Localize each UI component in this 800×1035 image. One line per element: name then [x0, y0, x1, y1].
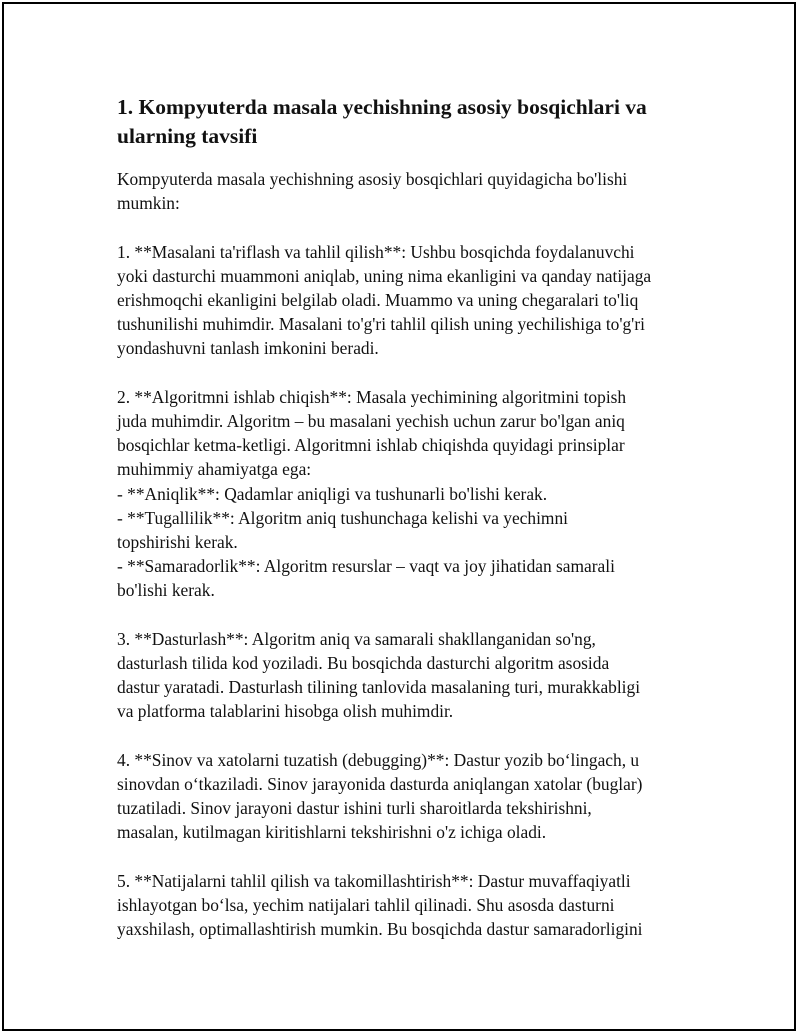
paragraph-gap	[117, 845, 687, 869]
paragraph-gap	[117, 361, 687, 385]
document-title: 1. Kompyuterda masala yechishning asosiy bosqichlari va ularning tavsifi	[117, 95, 647, 148]
document-body	[117, 93, 687, 941]
intro-paragraph: Kompyuterda masala yechishning asosiy bosqichlari quyidagicha bo'lishi mumkin:	[117, 169, 628, 214]
paragraph-gap	[117, 724, 687, 748]
step-5-paragraph: 5. **Natijalarni tahlil qilish va takomillashtirish**: Dastur muvaffaqiyatli ishlayotgan bo‘lsa, yechim natijalari tahlil qilinadi. Shu asosda dasturni yaxshilash, optimallashtirish mumkin. Bu bosqichda dastur samaradorligini	[117, 870, 643, 940]
paragraph-gap	[117, 603, 687, 627]
step-3-paragraph: 3. **Dasturlash**: Algoritm aniq va samarali shakllanganidan so'ng, dasturlash tilida kod yoziladi. Bu bosqichda dasturchi algoritm asosida dastur yaratadi. Dasturlash tilining tanlovida masalaning turi, murakkabligi va platforma talablarini hisobga olish muhimdir.	[117, 628, 641, 722]
step-2-paragraph: 2. **Algoritmni ishlab chiqish**: Masala yechimining algoritmini topish juda muhimdir. Algoritm – bu masalani yechish uchun zarur bo'lgan aniq bosqichlar ketma-ketligi. Algoritmni ishlab chiqishda quyidagi prinsiplar muhimmiy ahamiyatga ega: - **Aniqlik**: Qadamlar aniqligi va tushunarli bo'lishi kerak. - **Tugallilik**: Algoritm aniq tushunchaga kelishi va yechimni topshirishi kerak. - **Samaradorlik**: Algoritm resurslar – vaqt va joy jihatidan samarali bo'lishi kerak.	[117, 386, 627, 601]
step-4-paragraph: 4. **Sinov va xatolarni tuzatish (debugging)**: Dastur yozib bo‘lingach, u sinovdan o‘tkaziladi. Sinov jarayonida dasturda aniqlangan xatolar (buglar) tuzatiladi. Sinov jarayoni dastur ishini turli sharoitlarda tekshirishni, masalan, kutilmagan kiritishlarni tekshirishni o'z ichiga oladi.	[117, 749, 643, 843]
step-1-paragraph: 1. **Masalani ta'riflash va tahlil qilish**: Ushbu bosqichda foydalanuvchi yoki dasturchi muammoni aniqlab, uning nima ekanligini va qanday natijaga erishmoqchi ekanligini belgilab oladi. Muammo va uning chegaralari to'liq tushunilishi muhimdir. Masalani to'g'ri tahlil qilish uning yechilishiga to'g'ri yondashuvni tanlash imkonini beradi.	[117, 241, 652, 359]
paragraph-gap	[117, 215, 687, 239]
